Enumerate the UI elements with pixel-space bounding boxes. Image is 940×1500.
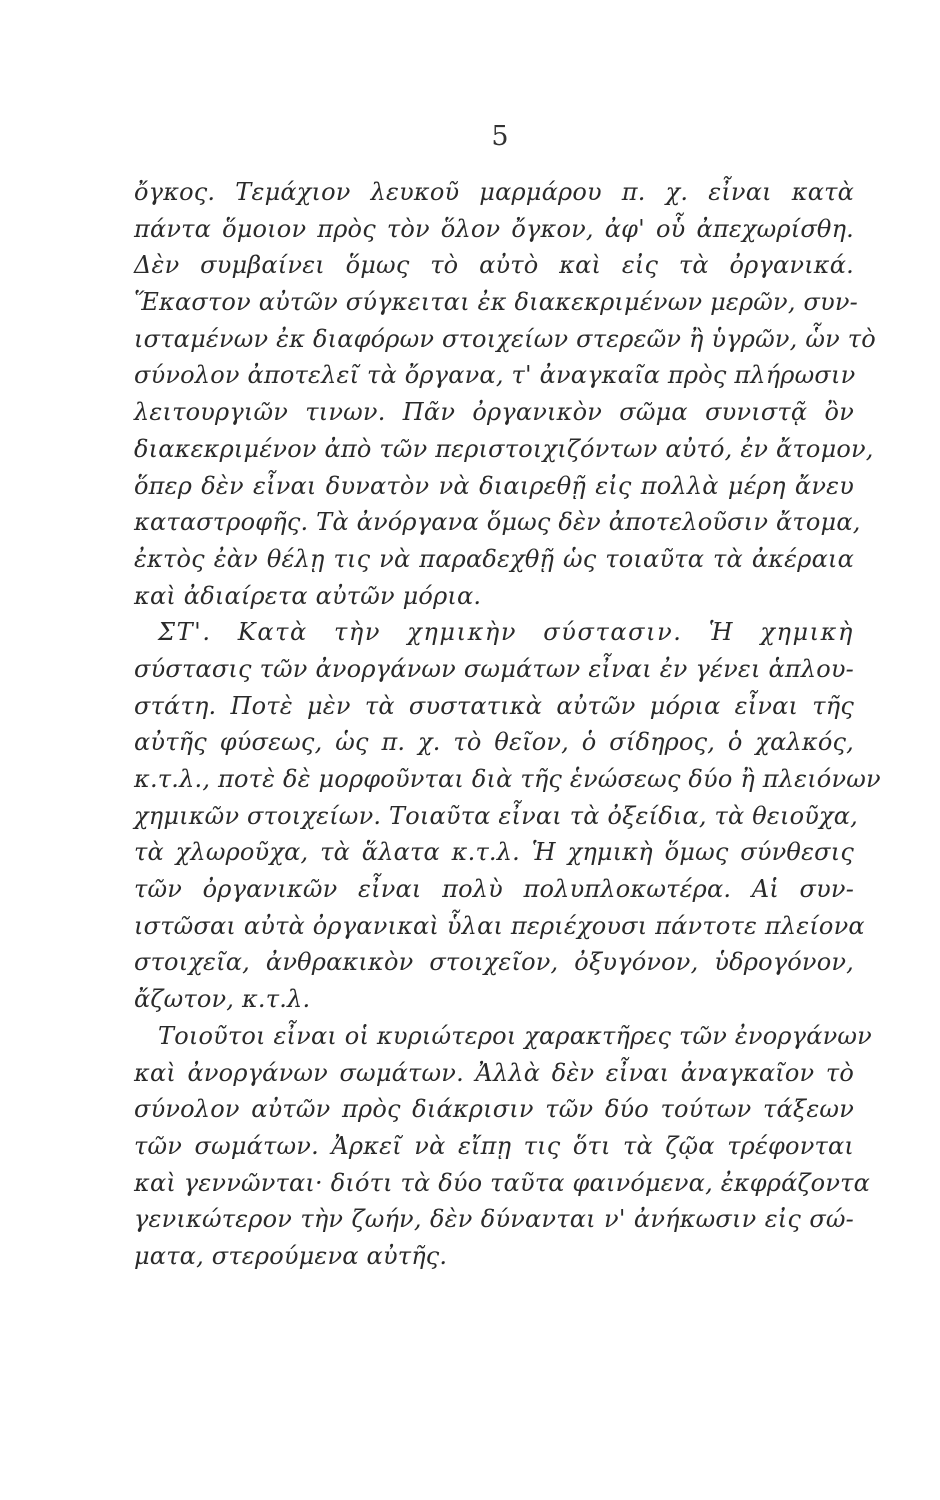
text-line: καὶ ἀδιαίρετα αὐτῶν μόρια. — [134, 581, 482, 610]
text-line: πάντα ὅμοιον πρὸς τὸν ὅλον ὄγκον, ἀφ' οὗ ἀπεχωρίσθη. — [134, 214, 854, 243]
text-line: στάτη. Ποτὲ μὲν τὰ συστατικὰ αὐτῶν μόρια εἶναι τῆς — [134, 691, 854, 720]
text-line: σύνολον αὐτῶν πρὸς διάκρισιν τῶν δύο τούτων τάξεων — [134, 1095, 854, 1124]
text-line: καταστροφῆς. Τὰ ἀνόργανα ὅμως δὲν ἀποτελοῦσιν ἄτομα, — [134, 508, 861, 537]
text-line: ὄγκος. Τεμάχιον λευκοῦ μαρμάρου π. χ. εἶναι κατὰ — [134, 178, 854, 206]
section-heading-line: ΣΤ'. Κατὰ τὴν χημικὴν σύστασιν. Ἡ χημικὴ — [158, 618, 854, 647]
text-line: σύνολον ἀποτελεῖ τὰ ὄργανα, τ' ἀναγκαῖα πρὸς πλήρωσιν — [134, 361, 856, 390]
text-line: κ.τ.λ., ποτὲ δὲ μορφοῦνται διὰ τῆς ἑνώσεως δύο ἢ πλειόνων — [134, 765, 881, 793]
text-line: ισταμένων ἐκ διαφόρων στοιχείων στερεῶν ἢ ὑγρῶν, ὧν τὸ — [134, 324, 876, 353]
text-line: γενικώτερον τὴν ζωήν, δὲν δύνανται ν' ἀνήκωσιν εἰς σώ- — [134, 1205, 854, 1234]
text-line: ματα, στερούμενα αὐτῆς. — [134, 1241, 448, 1270]
text-line: χημικῶν στοιχείων. Τοιαῦτα εἶναι τὰ ὀξείδια, τὰ θειοῦχα, — [134, 801, 858, 830]
text-line: Ἕκαστον αὐτῶν σύγκειται ἐκ διακεκριμένων μερῶν, συν- — [134, 288, 858, 317]
paragraph-start-line: Τοιοῦτοι εἶναι οἱ κυριώτεροι χαρακτῆρες τῶν ἐνοργάνων — [158, 1021, 872, 1050]
page-number: 5 — [491, 121, 509, 152]
text-line: ὅπερ δὲν εἶναι δυνατὸν νὰ διαιρεθῇ εἰς πολλὰ μέρη ἄνευ — [134, 471, 854, 500]
text-line: καὶ ἀνοργάνων σωμάτων. Ἀλλὰ δὲν εἶναι ἀναγκαῖον τὸ — [134, 1058, 854, 1087]
text-line: Δὲν συμβαίνει ὅμως τὸ αὐτὸ καὶ εἰς τὰ ὀργανικά. — [134, 251, 854, 280]
text-line: σύστασις τῶν ἀνοργάνων σωμάτων εἶναι ἐν γένει ἁπλου- — [134, 654, 854, 683]
text-line: λειτουργιῶν τινων. Πᾶν ὀργανικὸν σῶμα συνιστᾷ ὂν — [134, 398, 854, 427]
text-line: ἐκτὸς ἐὰν θέλῃ τις νὰ παραδεχθῇ ὡς τοιαῦτα τὰ ἀκέραια — [134, 544, 854, 573]
text-line: τῶν ὀργανικῶν εἶναι πολὺ πολυπλοκωτέρα. Αἱ συν- — [134, 875, 854, 904]
text-line: ιστῶσαι αὐτὰ ὀργανικαὶ ὗλαι περιέχουσι πάντοτε πλείονα — [134, 911, 865, 940]
text-line: ἄζωτον, κ.τ.λ. — [134, 985, 311, 1014]
text-line: στοιχεῖα, ἀνθρακικὸν στοιχεῖον, ὀξυγόνον, ὑδρογόνον, — [134, 948, 854, 977]
text-line: καὶ γεννῶνται· διότι τὰ δύο ταῦτα φαινόμενα, ἐκφράζοντα — [134, 1168, 871, 1197]
text-line: τὰ χλωροῦχα, τὰ ἅλατα κ.τ.λ. Ἡ χημικὴ ὅμως σύνθεσις — [134, 838, 854, 867]
body-text — [134, 174, 881, 1275]
text-line: τῶν σωμάτων. Ἀρκεῖ νὰ εἴπῃ τις ὅτι τὰ ζῷα τρέφονται — [134, 1131, 854, 1160]
text-line: αὐτῆς φύσεως, ὡς π. χ. τὸ θεῖον, ὁ σίδηρος, ὁ χαλκός, — [134, 728, 854, 757]
text-line: διακεκριμένον ἀπὸ τῶν περιστοιχιζόντων αὐτό, ἐν ἄτομον, — [134, 434, 874, 463]
